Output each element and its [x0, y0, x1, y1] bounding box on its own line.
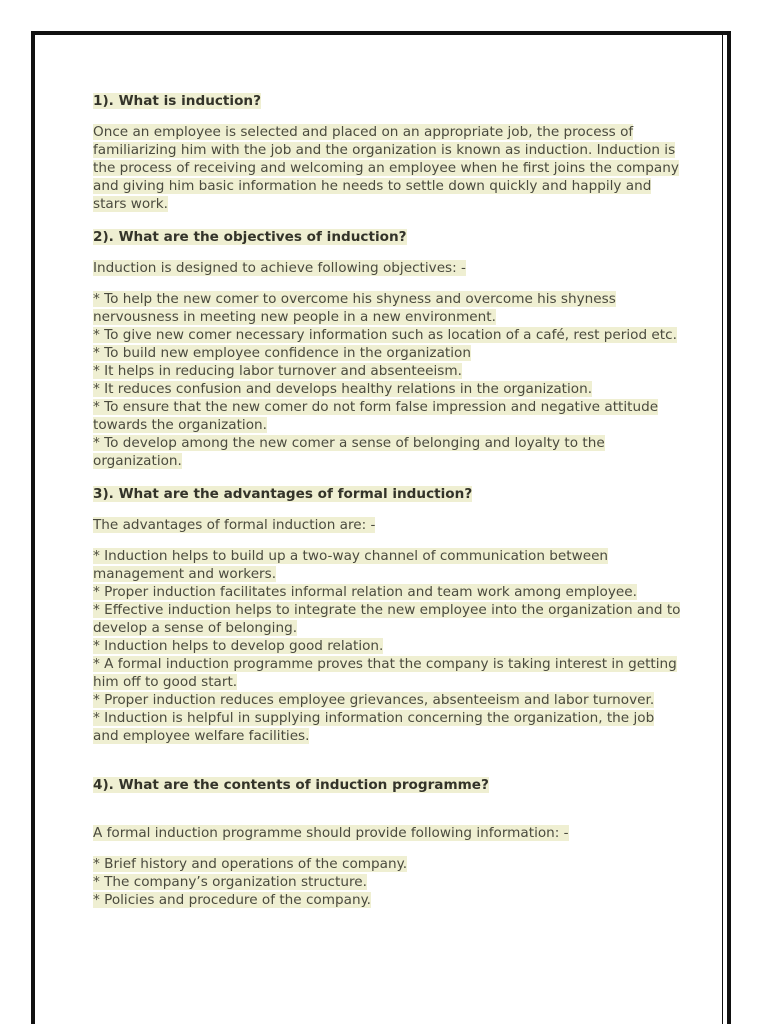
list-item: * To build new employee confidence in the organization: [93, 345, 471, 361]
section-4-heading: 4). What are the contents of induction programme?: [93, 777, 489, 793]
list-item: * To develop among the new comer a sense of belonging and loyalty to the organization.: [93, 435, 605, 469]
section-2-intro: Induction is designed to achieve following objectives: -: [93, 260, 466, 276]
list-item: * Proper induction reduces employee grievances, absenteeism and labor turnover.: [93, 692, 655, 708]
section-4-list: [93, 855, 683, 909]
list-item: * The company’s organization structure.: [93, 874, 367, 890]
document-body: [93, 92, 683, 909]
list-item: * It helps in reducing labor turnover and absenteeism.: [93, 363, 462, 379]
list-item: * Induction helps to build up a two-way channel of communication between management and workers.: [93, 548, 609, 582]
list-item: * Effective induction helps to integrate the new employee into the organization and to develop a sense of belonging.: [93, 602, 681, 636]
section-1-heading: 1). What is induction?: [93, 93, 261, 109]
section-3-intro: The advantages of formal induction are: -: [93, 517, 376, 533]
list-item: * Proper induction facilitates informal relation and team work among employee.: [93, 584, 637, 600]
list-item: * It reduces confusion and develops healthy relations in the organization.: [93, 381, 593, 397]
list-item: * To help the new comer to overcome his shyness and overcome his shyness nervousness in meeting new people in a new environment.: [93, 291, 616, 325]
section-3-list: [93, 547, 683, 745]
list-item: * A formal induction programme proves that the company is taking interest in getting him off to good start.: [93, 656, 677, 690]
list-item: * Policies and procedure of the company.: [93, 892, 371, 908]
list-item: * Brief history and operations of the company.: [93, 856, 408, 872]
section-4-intro: A formal induction programme should provide following information: -: [93, 825, 569, 841]
section-2-list: [93, 290, 683, 470]
section-2-heading: 2). What are the objectives of induction?: [93, 229, 407, 245]
list-item: * To give new comer necessary information such as location of a café, rest period etc.: [93, 327, 677, 343]
section-1-paragraph: Once an employee is selected and placed on an appropriate job, the process of familiarizing him with the job and the organization is known as induction. Induction is the process of receiving and welcoming an employee when he first joins the company and giving him basic information he needs to settle down quickly and happily and stars work.: [93, 124, 679, 212]
list-item: * Induction helps to develop good relation.: [93, 638, 384, 654]
list-item: * To ensure that the new comer do not form false impression and negative attitude towards the organization.: [93, 399, 659, 433]
list-item: * Induction is helpful in supplying information concerning the organization, the job and employee welfare facilities.: [93, 710, 655, 744]
section-3-heading: 3). What are the advantages of formal induction?: [93, 486, 473, 502]
